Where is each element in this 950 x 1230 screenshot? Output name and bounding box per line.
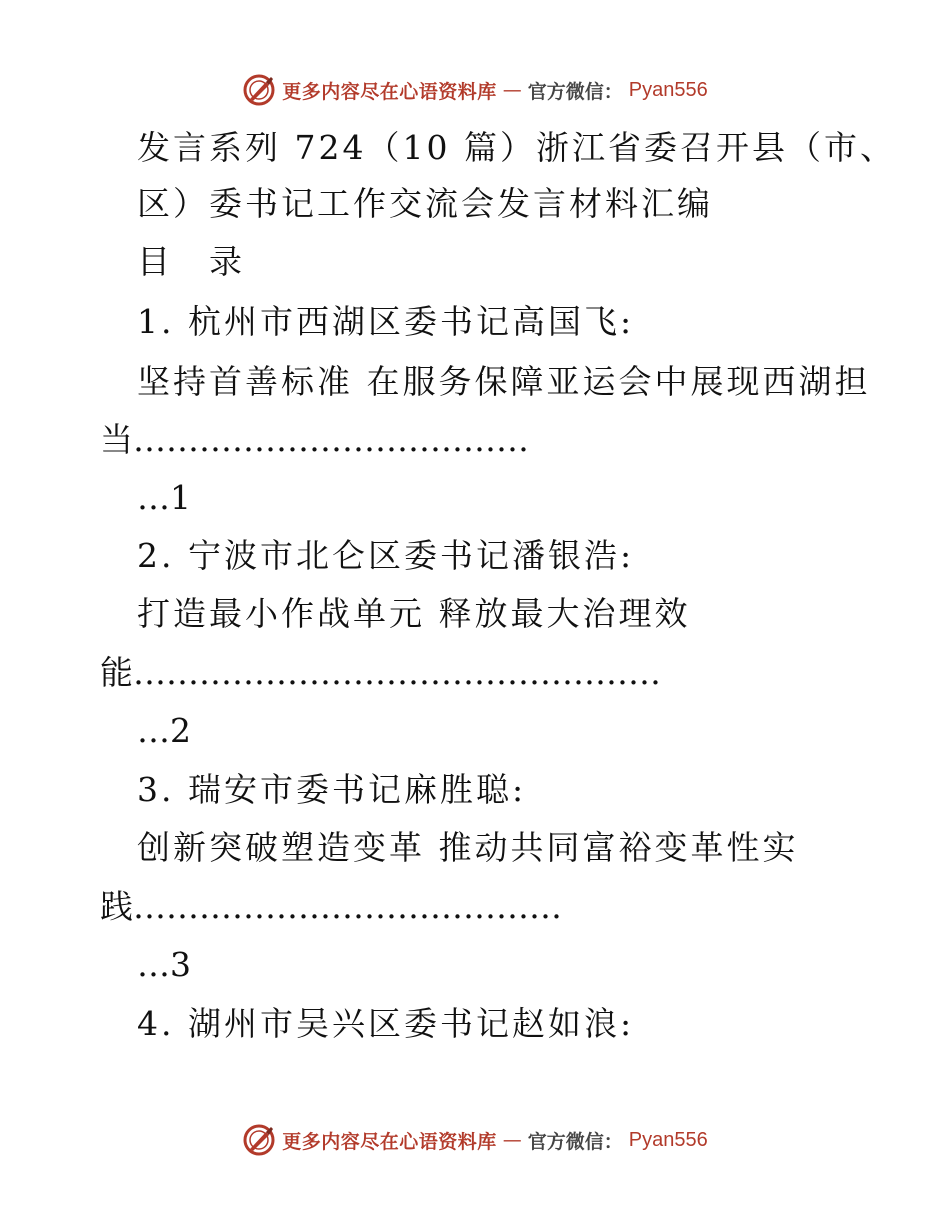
quill-seal-icon: [242, 73, 276, 107]
header-banner: [0, 68, 950, 112]
toc-entry-4-speaker: 4. 湖州市吴兴区委书记赵如浪:: [137, 1004, 635, 1043]
toc-entry-2-title: 打造最小作战单元 释放最大治理效: [137, 594, 691, 633]
toc-entry-1-speaker: 1. 杭州市西湖区委书记高国飞:: [137, 302, 635, 341]
toc-entry-2-title-tail: 能…………………………………………: [100, 653, 661, 692]
toc-entry-2-speaker: 2. 宁波市北仑区委书记潘银浩:: [137, 536, 635, 575]
banner-wechat-label: 官方微信：: [527, 1130, 623, 1153]
banner-wechat-id: Pyan556: [628, 1128, 708, 1151]
toc-entry-3-title-tail: 践…………………………………: [100, 887, 562, 926]
toc-entry-3-title: 创新突破塑造变革 推动共同富裕变革性实: [137, 828, 799, 867]
toc-entry-3-page: …3: [137, 945, 191, 984]
banner-separator: —: [502, 79, 522, 101]
banner-separator: —: [502, 1129, 522, 1151]
document-title-line-1: 发言系列 724（10 篇）浙江省委召开县（市、: [137, 128, 896, 167]
toc-entry-1-title-tail: 当………………………………: [100, 420, 529, 459]
toc-entry-2-page: …2: [137, 711, 191, 750]
quill-seal-icon: [242, 1123, 276, 1157]
toc-heading: 目 录: [137, 242, 245, 281]
banner-wechat-label: 官方微信：: [527, 80, 623, 103]
document-title-line-2: 区）委书记工作交流会发言材料汇编: [137, 184, 713, 223]
banner-text: 更多内容尽在心语资料库: [282, 1130, 497, 1153]
toc-entry-1-title: 坚持首善标准 在服务保障亚运会中展现西湖担: [137, 362, 871, 401]
toc-entry-3-speaker: 3. 瑞安市委书记麻胜聪:: [137, 770, 527, 809]
banner-wechat-id: Pyan556: [628, 78, 708, 101]
footer-banner: [0, 1118, 950, 1162]
toc-entry-1-page: …1: [137, 478, 191, 517]
banner-text: 更多内容尽在心语资料库: [282, 80, 497, 103]
